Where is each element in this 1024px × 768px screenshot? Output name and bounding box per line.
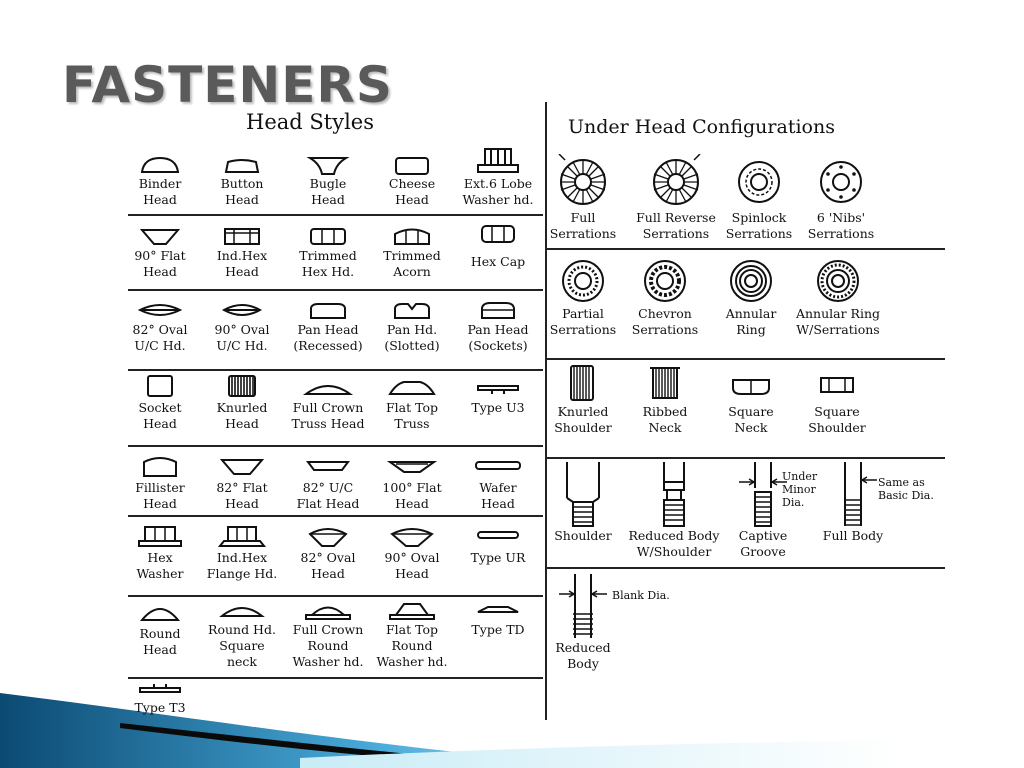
item-label: Hex Washer	[136, 550, 184, 581]
item-label: Fillister Head	[135, 480, 185, 511]
type-t3-icon	[130, 680, 190, 700]
knurled-head-item	[200, 372, 284, 432]
trimmed-acorn-icon	[382, 224, 442, 248]
row-divider	[128, 677, 543, 679]
row-divider	[547, 457, 945, 459]
item-label: Full Reverse Serrations	[636, 210, 716, 241]
row-divider	[128, 445, 543, 447]
flat-head-100-icon	[382, 452, 442, 480]
full-crown-truss-head-icon	[298, 372, 358, 400]
item-label: Chevron Serrations	[631, 306, 699, 337]
hex-cap-icon	[468, 222, 528, 246]
row-divider	[128, 595, 543, 597]
round-head-square-neck-icon	[212, 598, 272, 622]
item-label: Ind.Hex Head	[216, 248, 268, 279]
item-label: Wafer Head	[479, 480, 517, 511]
indented-hex-flange-head-icon	[212, 522, 272, 550]
item-label: Bugle Head	[309, 176, 347, 207]
item-label: Reduced Body W/Shoulder	[628, 528, 720, 559]
item-label: Ribbed Neck	[642, 404, 688, 435]
flat-top-round-washer-head-item	[370, 598, 454, 670]
flat-head-82-icon	[212, 452, 272, 480]
item-label: 82° Oval U/C Hd.	[132, 322, 188, 353]
row-divider	[547, 248, 945, 250]
oval-head-90-item	[370, 522, 454, 582]
annular-ring-item	[710, 256, 792, 338]
indented-hex-head-item	[200, 224, 284, 280]
item-label: 82° U/C Flat Head	[296, 480, 360, 511]
slide-title: FASTENERS	[62, 56, 393, 114]
annular-ring-icon	[721, 256, 781, 306]
item-label: 6 'Nibs' Serrations	[807, 210, 875, 241]
binder-head-icon	[130, 152, 190, 176]
square-shoulder-item	[796, 364, 878, 436]
type-ur-item	[456, 522, 540, 566]
spinlock-serrations-icon	[729, 154, 789, 210]
row-divider	[128, 214, 543, 216]
shoulder-icon	[553, 462, 613, 528]
item-label: Partial Serrations	[549, 306, 617, 337]
fillister-head-item	[118, 452, 202, 512]
item-label: Spinlock Serrations	[725, 210, 793, 241]
full-reverse-serrations-item	[628, 154, 724, 242]
oval-head-90-icon	[382, 522, 442, 550]
pan-head-recessed-item	[286, 298, 370, 354]
trimmed-hex-head-icon	[298, 224, 358, 248]
annular-ring-serrations-item	[788, 256, 888, 338]
item-label: Button Head	[220, 176, 264, 207]
full-reverse-serrations-icon	[646, 154, 706, 210]
item-label: Full Body	[822, 528, 884, 543]
knurled-head-icon	[212, 372, 272, 400]
full-crown-round-washer-head-item	[286, 598, 370, 670]
under-minor-dia-label: Under Minor Dia.	[782, 470, 818, 509]
cheese-head-icon	[382, 152, 442, 176]
type-ur-icon	[468, 522, 528, 550]
type-t3-item	[118, 680, 202, 716]
pan-head-sockets-item	[456, 298, 540, 354]
item-label: Trimmed Acorn	[383, 248, 441, 279]
full-serrations-icon	[553, 154, 613, 210]
chevron-serrations-icon	[635, 256, 695, 306]
knurled-shoulder-item	[542, 364, 624, 436]
item-label: Binder Head	[138, 176, 182, 207]
reduced-body-shoulder-icon	[644, 462, 704, 528]
ext-6-lobe-washer-head-item	[456, 146, 540, 208]
item-label: Cheese Head	[388, 176, 436, 207]
row-divider	[128, 515, 543, 517]
row-divider	[128, 289, 543, 291]
indented-hex-flange-head-item	[200, 522, 284, 582]
item-label: Shoulder	[554, 528, 612, 543]
pan-head-sockets-icon	[468, 298, 528, 322]
spinlock-serrations-item	[718, 154, 800, 242]
six-nibs-serrations-icon	[811, 154, 871, 210]
round-head-icon	[130, 598, 190, 626]
item-label: Pan Hd. (Slotted)	[384, 322, 440, 353]
flat-head-icon	[130, 224, 190, 248]
item-label: Knurled Shoulder	[554, 404, 612, 435]
chevron-serrations-item	[624, 256, 706, 338]
button-head-item	[200, 152, 284, 208]
flat-top-round-washer-head-icon	[382, 598, 442, 622]
flat-top-truss-item	[370, 372, 454, 432]
oval-head-82-icon	[298, 522, 358, 550]
round-head-item	[118, 598, 202, 658]
type-td-item	[456, 598, 540, 638]
square-shoulder-icon	[807, 364, 867, 404]
item-label: Ext.6 Lobe Washer hd.	[462, 176, 534, 207]
oval-undercut-head-item	[118, 298, 202, 354]
pan-head-recessed-icon	[298, 298, 358, 322]
type-u3-item	[456, 372, 540, 416]
item-label: Round Hd. Square neck	[208, 622, 276, 669]
oval-undercut-head-icon	[130, 298, 190, 322]
item-label: Knurled Head	[216, 400, 268, 431]
item-label: Hex Cap	[470, 254, 526, 269]
ext-6-lobe-washer-head-icon	[468, 146, 528, 176]
item-label: Ind.Hex Flange Hd.	[206, 550, 278, 581]
item-label: Captive Groove	[738, 528, 788, 559]
oval-head-82-item	[286, 522, 370, 582]
item-label: 90° Oval U/C Hd.	[214, 322, 270, 353]
partial-serrations-item	[542, 256, 624, 338]
flat-head-100-item	[370, 452, 454, 512]
item-label: Annular Ring	[725, 306, 777, 337]
annular-ring-serrations-icon	[808, 256, 868, 306]
item-label: Full Serrations	[549, 210, 617, 241]
item-label: Full Crown Truss Head	[291, 400, 365, 431]
hex-cap-item	[456, 222, 540, 270]
item-label: Reduced Body	[555, 640, 611, 671]
item-label: 100° Flat Head	[382, 480, 442, 511]
fillister-head-icon	[130, 452, 190, 480]
item-label: Annular Ring W/Serrations	[795, 306, 881, 337]
item-label: Trimmed Hex Hd.	[299, 248, 357, 279]
item-label: Socket Head	[138, 400, 182, 431]
item-label: 90° Flat Head	[134, 248, 186, 279]
item-label: Type UR	[470, 550, 526, 565]
trimmed-acorn-item	[370, 224, 454, 280]
flat-head-item	[118, 224, 202, 280]
cheese-head-item	[370, 152, 454, 208]
undercut-flat-head-item	[286, 452, 370, 512]
hex-washer-item	[118, 522, 202, 582]
type-td-icon	[468, 598, 528, 622]
indented-hex-head-icon	[212, 224, 272, 248]
square-neck-item	[710, 364, 792, 436]
row-divider	[128, 369, 543, 371]
item-label: Square Neck	[728, 404, 774, 435]
same-as-basic-dia-label: Same as Basic Dia.	[878, 476, 934, 502]
row-divider	[547, 567, 945, 569]
ribbed-neck-item	[624, 364, 706, 436]
wafer-head-icon	[468, 452, 528, 480]
hex-washer-icon	[130, 522, 190, 550]
under-head-title: Under Head Configurations	[568, 116, 835, 138]
partial-serrations-icon	[553, 256, 613, 306]
fastener-reference-chart	[128, 100, 948, 720]
oval-undercut-head-90-icon	[212, 298, 272, 322]
pan-head-slotted-item	[370, 298, 454, 354]
flat-top-truss-icon	[382, 372, 442, 400]
six-nibs-serrations-item	[800, 154, 882, 242]
item-label: Pan Head (Recessed)	[293, 322, 363, 353]
item-label: Type TD	[471, 622, 525, 637]
full-serrations-item	[542, 154, 624, 242]
type-u3-icon	[468, 372, 528, 400]
square-neck-icon	[721, 364, 781, 404]
flat-head-82-item	[200, 452, 284, 512]
pan-head-slotted-icon	[382, 298, 442, 322]
item-label: Full Crown Round Washer hd.	[292, 622, 364, 669]
round-head-square-neck-item	[200, 598, 284, 670]
head-styles-title: Head Styles	[246, 110, 374, 134]
knurled-shoulder-icon	[553, 364, 613, 404]
full-crown-round-washer-head-icon	[298, 598, 358, 622]
item-label: Flat Top Round Washer hd.	[376, 622, 448, 669]
item-label: Flat Top Truss	[385, 400, 438, 431]
full-body-item	[808, 462, 898, 544]
item-label: 82° Flat Head	[216, 480, 268, 511]
undercut-flat-head-icon	[298, 452, 358, 480]
reduced-body-shoulder-item	[624, 462, 724, 560]
item-label: Type U3	[471, 400, 525, 415]
wafer-head-item	[456, 452, 540, 512]
trimmed-hex-head-item	[286, 224, 370, 280]
row-divider	[547, 358, 945, 360]
item-label: Square Shoulder	[808, 404, 866, 435]
ribbed-neck-icon	[635, 364, 695, 404]
reduced-body-icon	[553, 574, 613, 640]
oval-undercut-head-90-item	[200, 298, 284, 354]
bugle-head-icon	[298, 152, 358, 176]
button-head-icon	[212, 152, 272, 176]
binder-head-item	[118, 152, 202, 208]
item-label: Pan Head (Sockets)	[467, 322, 529, 353]
socket-head-item	[118, 372, 202, 432]
full-body-icon	[823, 462, 883, 528]
shoulder-item	[542, 462, 624, 544]
item-label: 90° Oval Head	[384, 550, 440, 581]
item-label: Round Head	[139, 626, 181, 657]
item-label: 82° Oval Head	[300, 550, 356, 581]
bugle-head-item	[286, 152, 370, 208]
full-crown-truss-head-item	[286, 372, 370, 432]
item-label: Type T3	[134, 700, 186, 715]
socket-head-icon	[130, 372, 190, 400]
blank-dia-label: Blank Dia.	[612, 589, 670, 602]
